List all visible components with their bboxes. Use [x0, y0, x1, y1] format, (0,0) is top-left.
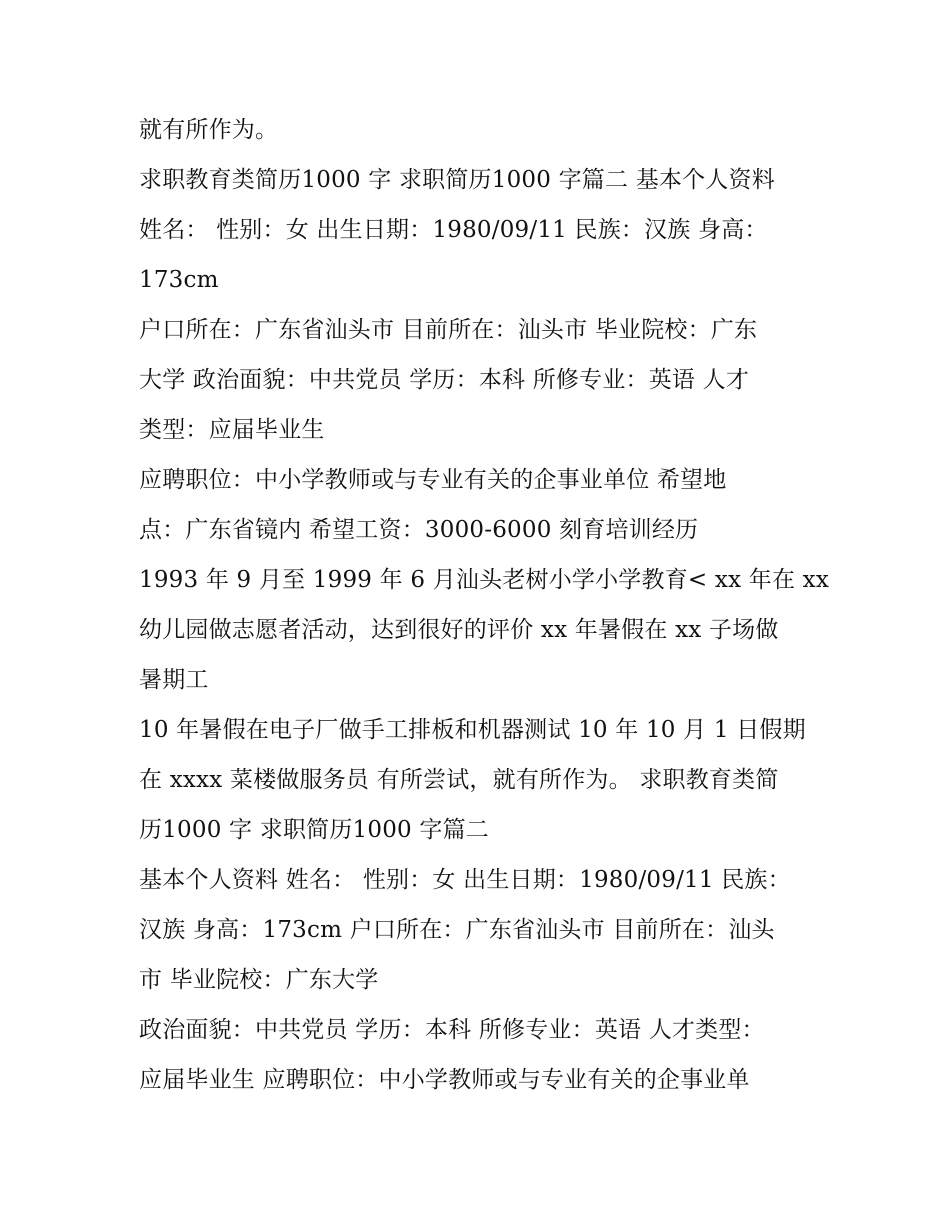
text-line: 求职教育类简历1000 字 求职简历1000 字篇二 基本个人资料 — [139, 167, 775, 193]
text-line: 姓名： 性别：女 出生日期：1980/09/11 民族：汉族 身高： — [139, 217, 768, 243]
text-line: 点：广东省镜内 希望工资：3000-6000 刻育培训经历 — [139, 517, 699, 543]
body-text — [139, 108, 829, 1108]
text-line: 173cm — [139, 267, 219, 293]
text-line: 应聘职位：中小学教师或与专业有关的企事业单位 希望地 — [139, 467, 727, 493]
text-line: 大学 政治面貌：中共党员 学历：本科 所修专业：英语 人才 — [139, 367, 750, 393]
text-line: 基本个人资料 姓名： 性别：女 出生日期：1980/09/11 民族： — [139, 867, 791, 893]
text-line: 历1000 字 求职简历1000 字篇二 — [139, 817, 489, 843]
text-line: 暑期工 — [139, 667, 209, 693]
text-line: 类型：应届毕业生 — [139, 417, 325, 443]
text-line: 汉族 身高：173cm 户口所在：广东省汕头市 目前所在：汕头 — [139, 917, 775, 943]
text-line: 幼儿园做志愿者活动，达到很好的评价 xx 年暑假在 xx 子场做 — [139, 617, 779, 643]
text-line: 市 毕业院校：广东大学 — [139, 967, 379, 993]
text-line: 1993 年 9 月至 1999 年 6 月汕头老树小学小学教育< xx 年在 xx — [139, 567, 829, 593]
text-line: 10 年暑假在电子厂做手工排板和机器测试 10 年 10 月 1 日假期 — [139, 717, 806, 743]
text-line: 在 xxxx 菜楼做服务员 有所尝试，就有所作为。 求职教育类简 — [139, 767, 779, 793]
text-line: 就有所作为。 — [139, 117, 279, 143]
text-line: 户口所在：广东省汕头市 目前所在：汕头市 毕业院校：广东 — [139, 317, 758, 343]
text-line: 应届毕业生 应聘职位：中小学教师或与专业有关的企事业单 — [139, 1067, 750, 1093]
text-line: 政治面貌：中共党员 学历：本科 所修专业：英语 人才类型： — [139, 1017, 765, 1043]
